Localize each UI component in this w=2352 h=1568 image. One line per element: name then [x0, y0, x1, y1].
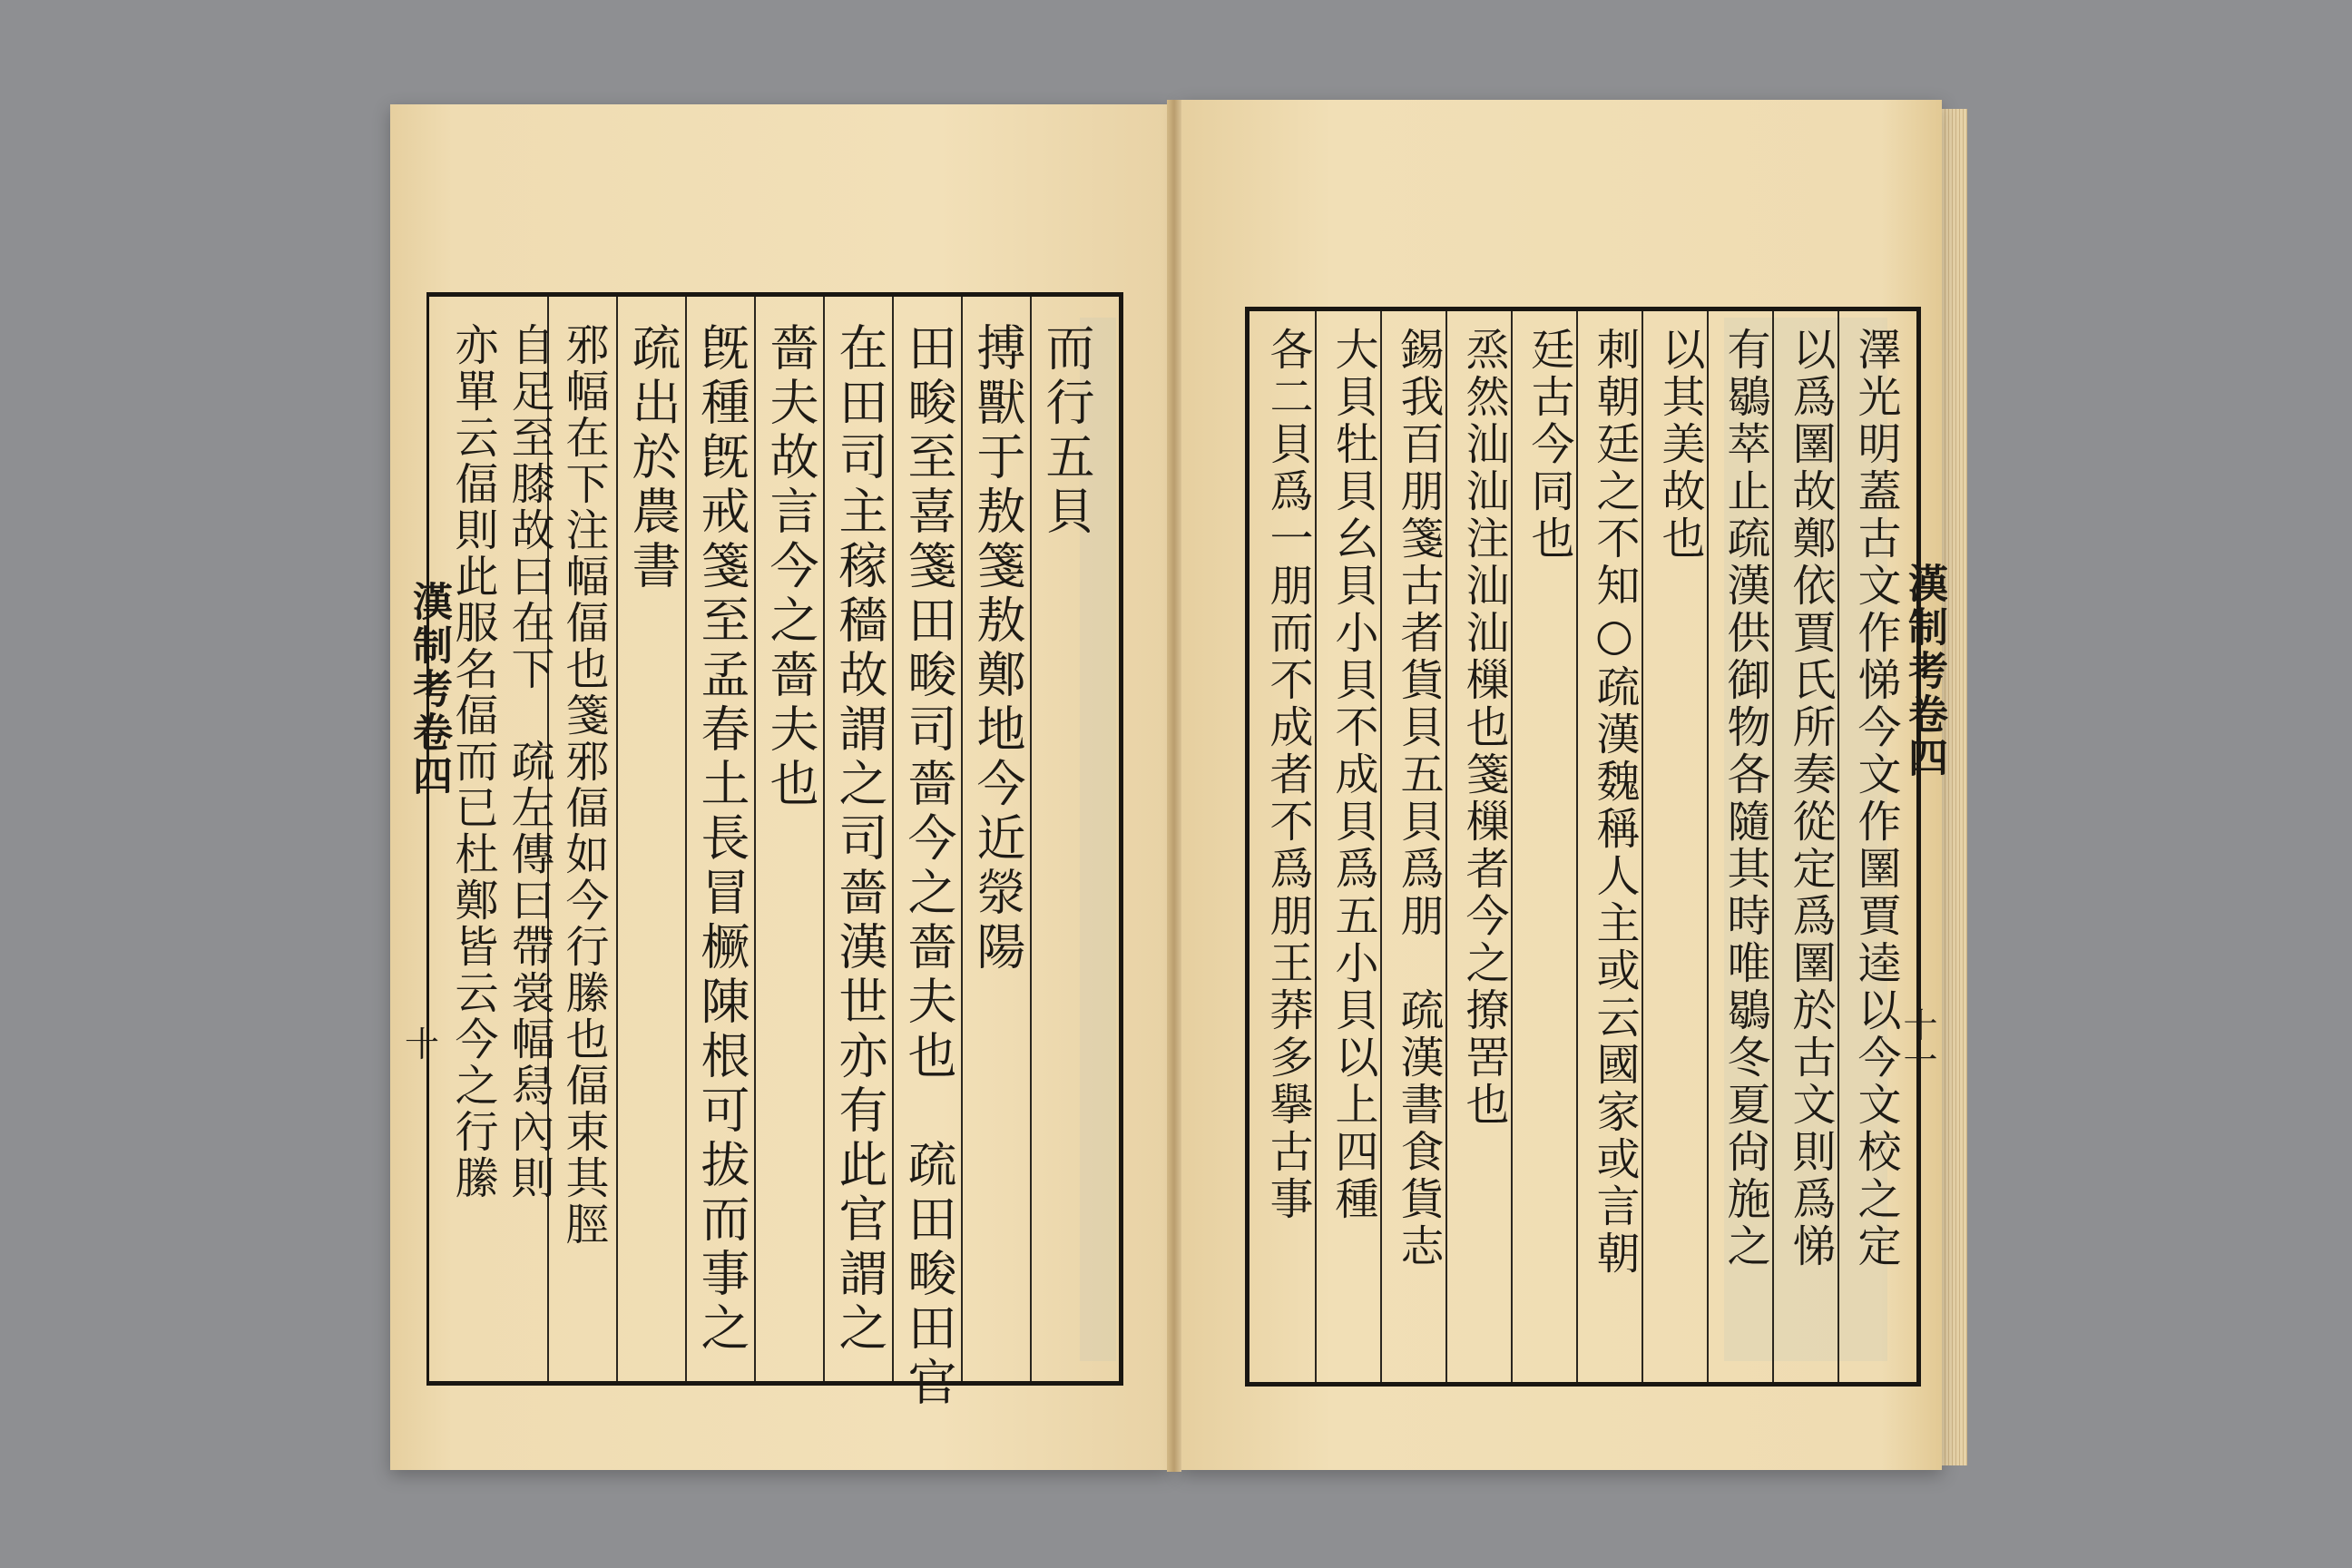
- left-page-number: 十: [405, 1024, 440, 1064]
- left-col-10: 亦單云偪則此服名偪而已杜鄭皆云今之行縢: [447, 322, 498, 1201]
- left-side-title: 漢制考卷四: [406, 581, 452, 799]
- right-col-8: 錫我百朋箋古者貨貝五貝爲朋 疏漢書食貨志: [1393, 327, 1444, 1270]
- left-col-1: 而行五貝: [1038, 322, 1095, 540]
- right-col-2: 以爲圛故鄭依賈氏所奏從定爲圛於古文則爲悌: [1785, 327, 1836, 1270]
- right-side-title: 漢制考卷四: [1901, 563, 1947, 780]
- right-page-number: 十一: [1897, 1007, 1937, 1076]
- right-col-9: 大貝牡貝幺貝小貝不成貝爲五小貝以上四種: [1328, 327, 1378, 1223]
- column-rule: [754, 297, 756, 1381]
- column-rule: [823, 297, 825, 1381]
- left-col-3: 田畯至喜箋田畯司嗇今之嗇夫也 疏田畯田官: [900, 322, 957, 1411]
- column-rule: [1030, 297, 1032, 1381]
- right-col-1: 澤光明蓋古文作悌今文作圛賈逵以今文校之定: [1850, 327, 1901, 1270]
- page-edges: [1942, 109, 1967, 1465]
- right-col-5: 刺朝廷之不知○疏漢魏稱人主或云國家或言朝: [1589, 327, 1640, 1278]
- left-col-4: 在田司主稼穡故謂之司嗇漢世亦有此官謂之: [831, 322, 888, 1357]
- left-col-2: 搏獸于敖箋敖鄭地今近滎陽: [969, 322, 1026, 975]
- left-col-6: 旣種旣戒箋至孟春土長冒橛陳根可拔而事之: [693, 322, 750, 1357]
- right-col-10: 各二貝爲一朋而不成者不爲朋王莽多擧古事: [1262, 327, 1313, 1223]
- column-rule: [685, 297, 687, 1381]
- left-col-5: 嗇夫故言今之嗇夫也: [762, 322, 819, 812]
- right-col-4: 以其美故也: [1654, 327, 1705, 563]
- right-col-6: 廷古今同也: [1524, 327, 1574, 563]
- column-rule: [892, 297, 894, 1381]
- right-col-7: 烝然汕汕注汕汕樔也箋樔者今之撩罟也: [1458, 327, 1509, 1129]
- column-rule: [616, 297, 618, 1381]
- left-col-7: 疏出於農書: [624, 322, 681, 594]
- left-col-8: 邪幅在下注幅偪也箋邪偪如今行縢也偪束其脛: [558, 322, 609, 1248]
- left-col-9: 自足至膝故曰在下 疏左傳曰帶裳幅舄內則: [504, 322, 554, 1201]
- right-col-3: 有鶡萃止疏漢供御物各隨其時唯鶡冬夏尙施之: [1720, 327, 1770, 1270]
- column-rule: [961, 297, 963, 1381]
- book-spine: [1167, 100, 1181, 1472]
